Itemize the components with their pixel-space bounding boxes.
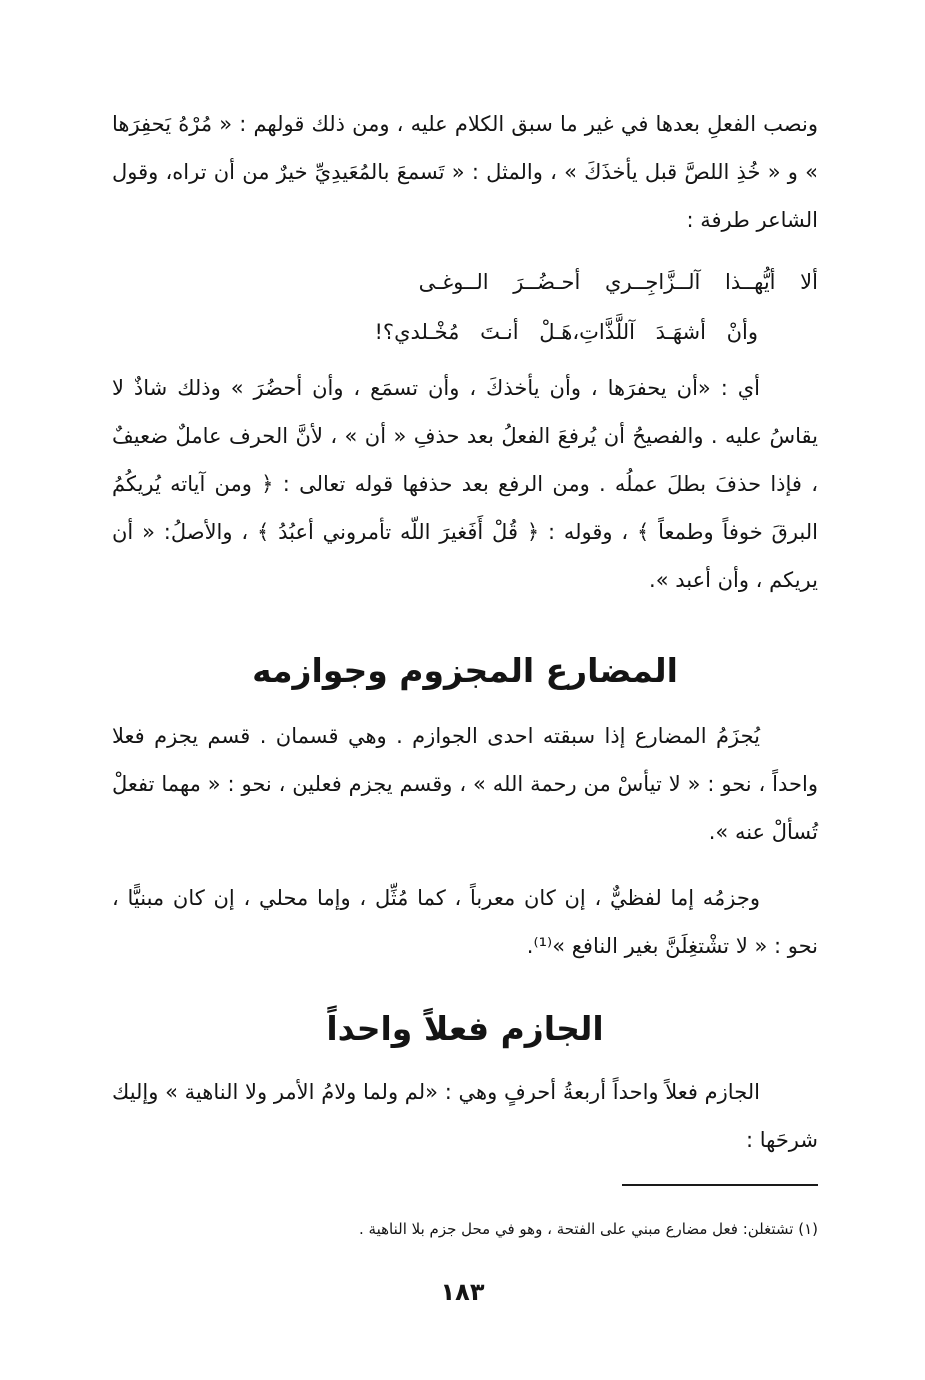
paragraph-nasb-after-hadhf (112, 100, 818, 244)
footnote: (١) تشتغلن: فعل مضارع مبني على الفتحة ، وهو في محل جزم بلا الناهية . (359, 1220, 818, 1238)
verse-text: ألا أيُّهــذا آلــزَّاجِــري أحـضُــرَ الــوغـى (418, 270, 818, 294)
paragraph-text: الجازم فعلاً واحداً أربعةُ أحرفٍ وهي : «لم ولما ولامُ الأمر ولا الناهية » وإليك شرحَها : (112, 1080, 818, 1152)
section-heading-majzum: المضارع المجزوم وجوازمه (252, 651, 678, 690)
paragraph-text: وجزمُه إما لفظيٌّ ، إن كان معرباً ، كما مُثِّل ، وإما محلي ، إن كان مبنيًّا ، نحو : « لا تشْتغِلَنَّ بغير النافع »⁽¹⁾. (112, 886, 818, 958)
footnote-divider (622, 1184, 818, 1186)
poem-verse-line-2 (112, 312, 818, 352)
paragraph-text: يُجزَمُ المضارع إذا سبقته احدى الجوازم . وهي قسمان . قسم يجزم فعلا واحداً ، نحو : « لا تيأسْ من رحمة الله » ، وقسم يجزم فعلين ، نحو : « مهما تفعلْ تُسألْ عنه ». (112, 724, 818, 844)
paragraph-text: ونصب الفعلِ بعدها في غير ما سبق الكلام عليه ، ومن ذلك قولهم : « مُرْهُ يَحفِرَها » و « خُذِ اللصَّ قبل يأخذَكَ » ، والمثل : « تَسمعَ بالمُعَيدِيِّ خيرٌ من أن تراه، وقول الشاعر طرفة : (112, 112, 818, 232)
poem-verse-line-1 (112, 262, 818, 302)
verse-text: وأنْ أشهَـدَ آللَّذَّاتِ،هَـلْ أنـتَ مُخْـلدي؟! (374, 320, 758, 344)
paragraph-four-particles (112, 1068, 818, 1164)
section-heading-single-jazim: الجازم فعلاً واحداً (326, 1009, 604, 1048)
paragraph-jazm-types (112, 874, 818, 970)
paragraph-text: أي : «أن يحفرَها ، وأن يأخذكَ ، وأن تسمَع ، وأن أحضُرَ » وذلك شاذٌ لا يقاسُ عليه . والفصيحُ أن يُرفعَ الفعلُ بعد حذفِ « أن » ، لأنَّ الحرف عاملٌ ضعيفٌ ، فإذا حذفَ بطلَ عملُه . ومن الرفع بعد حذفها قوله تعالى : ﴿ ومن آياته يُريكُمُ البرقَ خوفاً وطمعاً ﴾ ، وقوله : ﴿ قُلْ أَفَغيرَ اللّه تأمروني أعبُدُ ﴾ ، والأصلُ: « أن يريكم ، وأن أعبد ». (112, 376, 818, 592)
page-number: ١٨٣ (440, 1278, 485, 1306)
paragraph-jazm-definition (112, 712, 818, 856)
paragraph-explanation (112, 364, 818, 604)
